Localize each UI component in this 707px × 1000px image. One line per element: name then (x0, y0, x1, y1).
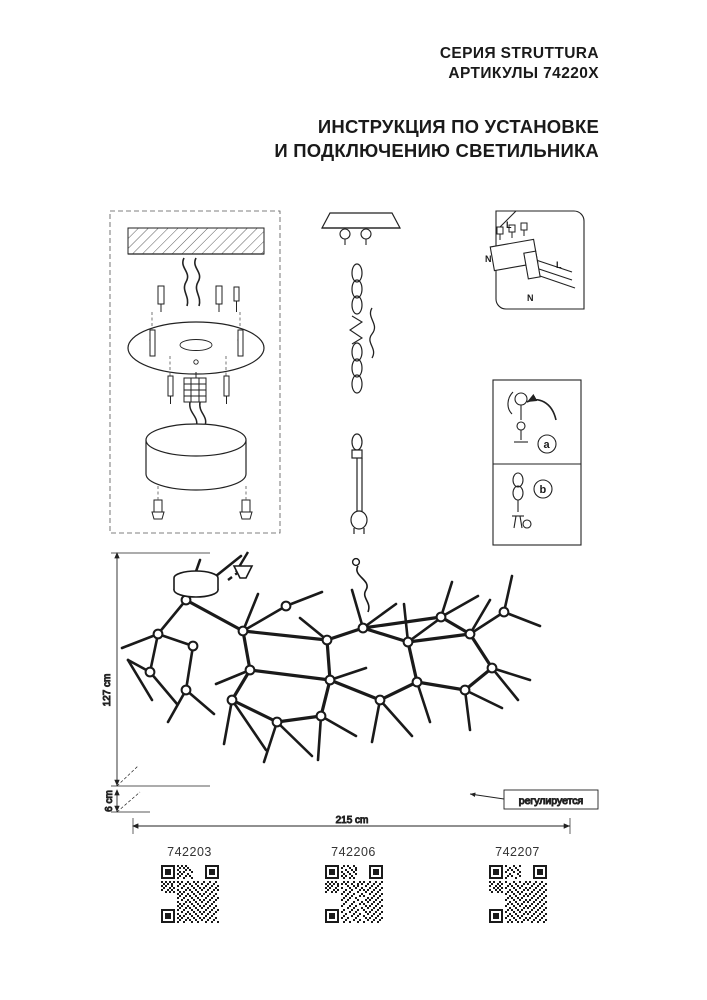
code-label: 742203 (167, 845, 212, 859)
wiring-label-n-left: N (485, 254, 492, 264)
dimension-depth-label: 6 cm (104, 790, 115, 812)
code-item (130, 845, 250, 923)
panel-adjust-steps (493, 380, 581, 545)
step-a-label: a (543, 439, 550, 451)
panel-ceiling-mount (110, 211, 280, 533)
code-item (294, 845, 414, 923)
code-label: 742206 (331, 845, 376, 859)
step-b-label: b (539, 484, 547, 496)
subheader-line-1: ИНСТРУКЦИЯ ПО УСТАНОВКЕ (317, 116, 599, 137)
article-title: АРТИКУЛЫ 74220X (448, 65, 599, 82)
dimension-height-label: 127 cm (102, 673, 113, 707)
dimension-lines (102, 553, 598, 834)
qr-code-742203 (161, 865, 219, 923)
product-illustration (122, 552, 540, 762)
panel-wiring (485, 211, 584, 309)
series-title: СЕРИЯ STRUTTURA (439, 45, 599, 62)
subheader-line-2: И ПОДКЛЮЧЕНИЮ СВЕТИЛЬНИКА (274, 140, 599, 161)
code-item (458, 845, 578, 923)
wiring-label-n-cable: N (527, 293, 534, 303)
adjustable-note-label: регулируется (518, 795, 584, 807)
qr-code-742207 (489, 865, 547, 923)
wiring-label-l-cable: L (556, 260, 562, 270)
panel-suspension-parts (322, 213, 400, 534)
article-codes-row (0, 845, 707, 923)
code-label: 742207 (495, 845, 540, 859)
wiring-label-l-left: L (506, 220, 512, 230)
dimension-width-label: 215 cm (335, 815, 369, 826)
qr-code-742206 (325, 865, 383, 923)
